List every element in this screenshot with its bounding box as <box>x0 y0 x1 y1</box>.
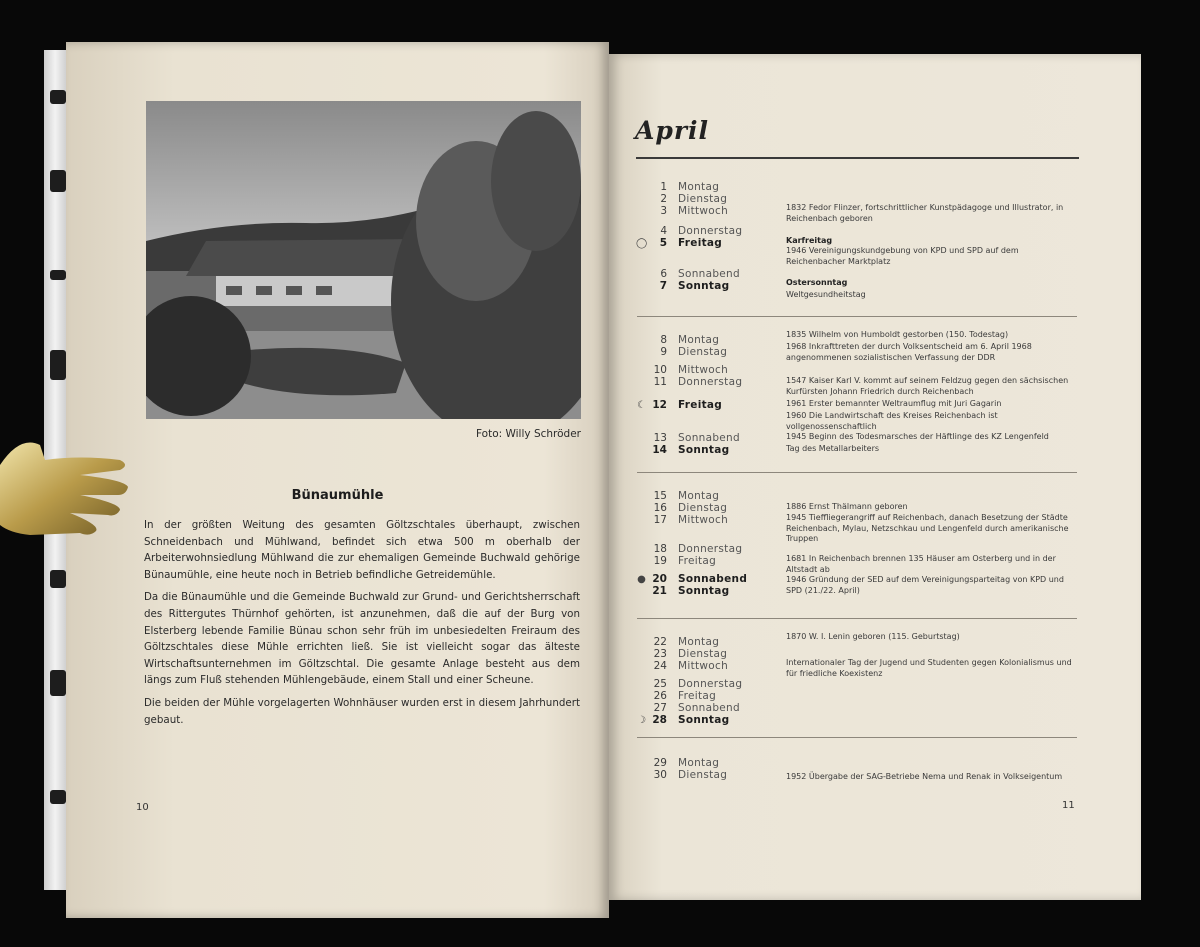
page-number-right: 11 <box>1062 800 1075 811</box>
day-name: Mittwoch <box>678 364 729 376</box>
moon-phase-icon: ☽ <box>637 715 646 726</box>
moon-phase-icon <box>636 335 647 346</box>
week-divider <box>637 472 1077 473</box>
calendar-event: Karfreitag <box>786 236 833 245</box>
day-name: Montag <box>678 636 720 648</box>
day-number: 19 <box>653 555 667 567</box>
moon-phase-icon <box>636 377 647 388</box>
day-number: 20 <box>652 573 667 585</box>
calendar-event: 1945 Tieffliegerangriff auf Reichenbach, danach Besetzung der Städte Reichenbach, Mylau, Netzschkau und Lengenfeld durch amerikanische Truppen <box>786 513 1069 543</box>
day-number: 7 <box>659 280 667 292</box>
day-number: 12 <box>652 399 667 411</box>
calendar-event: 1961 Erster bemannter Weltraumflug mit Juri Gagarin <box>786 399 1002 408</box>
day-name: Sonntag <box>678 585 730 597</box>
day-number: 1 <box>660 181 667 193</box>
moon-phase-icon <box>636 515 647 526</box>
day-name: Sonntag <box>678 444 730 456</box>
moon-phase-icon <box>636 365 647 376</box>
calendar-event: 1886 Ernst Thälmann geboren <box>786 502 908 511</box>
moon-phase-icon <box>636 637 647 648</box>
day-number: 25 <box>653 678 667 690</box>
day-name: Donnerstag <box>678 225 743 237</box>
day-name: Donnerstag <box>678 376 743 388</box>
day-name: Sonnabend <box>678 573 748 585</box>
calendar-event: 1870 W. I. Lenin geboren (115. Geburtstag) <box>786 632 960 641</box>
moon-phase-icon <box>636 661 647 672</box>
day-name: Sonnabend <box>678 268 740 280</box>
day-name: Donnerstag <box>678 543 743 555</box>
moon-phase-icon <box>636 691 647 702</box>
day-number: 26 <box>653 690 667 702</box>
moon-phase-icon <box>636 433 647 444</box>
day-name: Montag <box>678 490 720 502</box>
calendar-event: Internationaler Tag der Jugend und Studenten gegen Kolonialismus und für friedliche Koexistenz <box>786 658 1072 678</box>
day-number: 15 <box>653 490 667 502</box>
day-name: Montag <box>678 334 720 346</box>
title-rule <box>636 157 1079 159</box>
calendar-event: 1968 Inkrafttreten der durch Volksentscheid am 6. April 1968 angenommenen sozialistischen Verfassung der DDR <box>786 342 1032 362</box>
calendar-event: 1946 Gründung der SED auf dem Vereinigungsparteitag von KPD und SPD (21./22. April) <box>786 575 1064 595</box>
calendar-event: Ostersonntag <box>786 278 848 287</box>
moon-phase-icon <box>636 347 647 358</box>
day-number: 13 <box>653 432 667 444</box>
moon-phase-icon <box>636 206 647 217</box>
calendar-event: 1960 Die Landwirtschaft des Kreises Reichenbach ist vollgenossenschaftlich <box>786 411 998 431</box>
calendar-event: 1946 Vereinigungskundgebung von KPD und SPD auf dem Reichenbacher Marktplatz <box>786 246 1019 266</box>
moon-phase-icon <box>636 281 647 292</box>
right-page <box>609 54 1141 900</box>
article-title: Bünaumühle <box>291 488 384 503</box>
day-number: 8 <box>660 334 667 346</box>
calendar-event: 1945 Beginn des Todesmarsches der Häftlinge des KZ Lengenfeld <box>786 432 1049 441</box>
moon-phase-icon <box>636 226 647 237</box>
day-number: 28 <box>652 714 667 726</box>
day-name: Dienstag <box>678 502 728 514</box>
day-number: 3 <box>660 205 667 217</box>
day-number: 4 <box>660 225 667 237</box>
moon-phase-icon <box>636 758 647 769</box>
calendar-event: 1952 Übergabe der SAG-Betriebe Nema und Renak in Volkseigentum <box>786 772 1063 781</box>
moon-phase-icon <box>636 182 647 193</box>
day-number: 14 <box>652 444 667 456</box>
week-divider <box>637 737 1077 738</box>
moon-phase-icon <box>636 586 647 597</box>
moon-phase-icon: ● <box>637 574 646 585</box>
day-number: 16 <box>653 502 667 514</box>
day-name: Dienstag <box>678 346 728 358</box>
moon-phase-icon: ◯ <box>636 238 648 249</box>
day-name: Montag <box>678 181 720 193</box>
day-number: 9 <box>660 346 667 358</box>
day-number: 18 <box>653 543 667 555</box>
day-name: Sonnabend <box>678 702 740 714</box>
moon-phase-icon: ☾ <box>637 400 646 411</box>
left-page <box>66 42 609 918</box>
paragraph: Da die Bünaumühle und die Gemeinde Buchwald zur Grund- und Gerichtsherrschaft des Rittergutes Thürnhof gehörten, ist anzunehmen, daß die auf der Burg von Elsterberg lebende Familie Bünau schon sehr früh im unbesiedelten Freiraum des Göltzschtales diese Mühle errichten ließ. Sie ist vielleicht sogar das älteste Wirtschaftsunternehmen im Göltzschtal. Die gesamte Anlage besteht aus dem längs zum Fluß stehenden Mühlengebäude, einem Stall und einer Scheune. <box>144 591 580 687</box>
photo-credit: Foto: Willy Schröder <box>475 428 581 440</box>
day-number: 11 <box>653 376 667 388</box>
day-name: Dienstag <box>678 769 728 781</box>
moon-phase-icon <box>636 491 647 502</box>
moon-phase-icon <box>636 679 647 690</box>
day-number: 6 <box>660 268 667 280</box>
day-number: 5 <box>659 237 667 249</box>
day-number: 22 <box>653 636 667 648</box>
mill-photo <box>146 101 581 419</box>
day-number: 21 <box>652 585 667 597</box>
moon-phase-icon <box>636 556 647 567</box>
page-number-left: 10 <box>136 802 149 813</box>
day-name: Montag <box>678 757 720 769</box>
day-name: Sonntag <box>678 280 730 292</box>
moon-phase-icon <box>636 544 647 555</box>
day-number: 23 <box>653 648 667 660</box>
day-number: 24 <box>653 660 667 672</box>
month-title: April <box>635 116 710 145</box>
calendar-day-row <box>609 714 1141 727</box>
moon-phase-icon <box>636 770 647 781</box>
calendar-event: 1832 Fedor Flinzer, fortschrittlicher Kunstpädagoge und Illustrator, in Reichenbach geboren <box>786 203 1064 223</box>
calendar-event: Weltgesundheitstag <box>786 290 866 299</box>
moon-phase-icon <box>636 445 647 456</box>
day-name: Freitag <box>678 237 723 249</box>
day-name: Sonntag <box>678 714 730 726</box>
day-number: 29 <box>653 757 667 769</box>
day-number: 30 <box>653 769 667 781</box>
moon-phase-icon <box>636 194 647 205</box>
day-name: Mittwoch <box>678 514 729 526</box>
paragraph: Die beiden der Mühle vorgelagerten Wohnhäuser wurden erst in diesem Jahrhundert gebaut. <box>144 696 580 726</box>
day-number: 27 <box>653 702 667 714</box>
day-number: 10 <box>653 364 667 376</box>
day-name: Mittwoch <box>678 660 729 672</box>
calendar-event: 1547 Kaiser Karl V. kommt auf seinem Feldzug gegen den sächsischen Kurfürsten Johann Friedrich durch Reichenbach <box>786 376 1069 396</box>
paragraph: In der größten Weitung des gesamten Göltzschtales überhaupt, zwischen Schneidenbach und Mühlwand, befindet sich etwa 500 m oberhalb der Arbeiterwohnsiedlung Mühlwand die zur ehemaligen Gemeinde Buchwald gehörige Bünaumühle, eine heute noch in Betrieb befindliche Getreidemühle. <box>144 519 580 581</box>
moon-phase-icon <box>636 269 647 280</box>
calendar-event: Tag des Metallarbeiters <box>786 444 880 453</box>
day-name: Sonnabend <box>678 432 740 444</box>
day-name: Dienstag <box>678 193 728 205</box>
day-name: Donnerstag <box>678 678 743 690</box>
day-number: 2 <box>660 193 667 205</box>
day-number: 17 <box>653 514 667 526</box>
day-name: Freitag <box>678 690 717 702</box>
week-divider <box>637 618 1077 619</box>
brass-hand <box>0 425 140 565</box>
calendar-event: 1681 In Reichenbach brennen 135 Häuser am Osterberg und in der Altstadt ab <box>786 554 1056 574</box>
day-name: Freitag <box>678 399 723 411</box>
moon-phase-icon <box>636 503 647 514</box>
day-name: Dienstag <box>678 648 728 660</box>
day-name: Mittwoch <box>678 205 729 217</box>
calendar-event: 1835 Wilhelm von Humboldt gestorben (150. Todestag) <box>786 330 1009 339</box>
moon-phase-icon <box>636 649 647 660</box>
week-divider <box>637 316 1077 317</box>
moon-phase-icon <box>636 703 647 714</box>
day-name: Freitag <box>678 555 717 567</box>
article-body <box>144 517 580 734</box>
